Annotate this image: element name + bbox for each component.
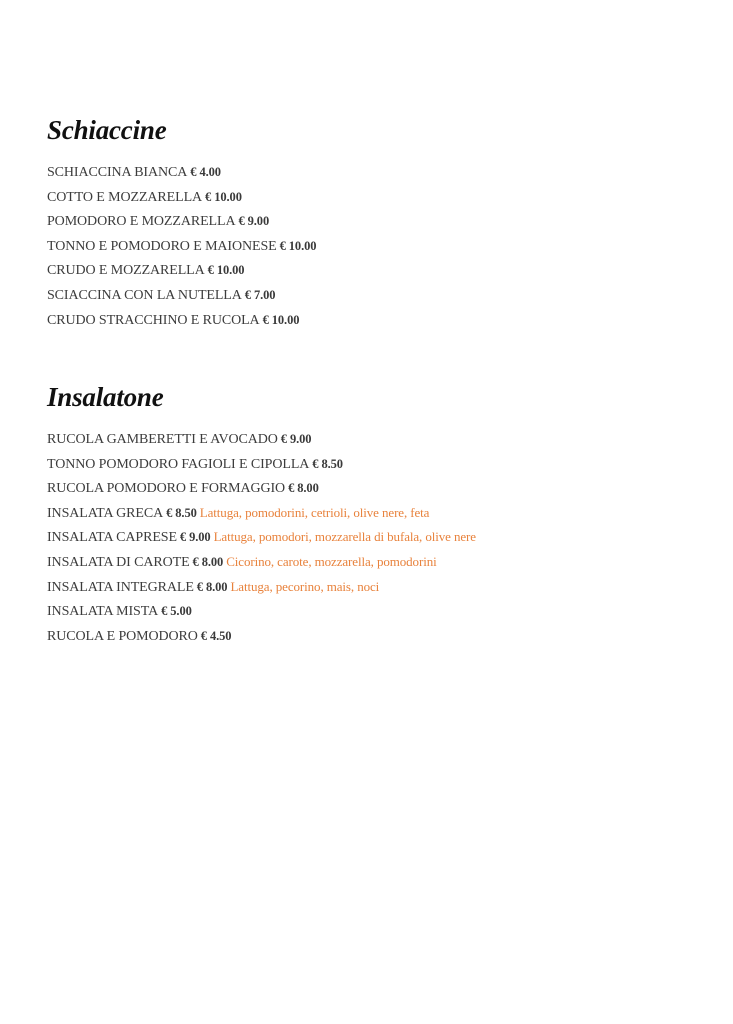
item-name: INSALATA CAPRESE xyxy=(47,530,177,546)
menu-item xyxy=(47,452,707,477)
item-price: € 9.00 xyxy=(238,214,270,229)
item-name: CRUDO STRACCHINO E RUCOLA xyxy=(47,312,260,328)
section-insalatone xyxy=(47,379,707,648)
section-title: Insalatone xyxy=(47,382,164,412)
section-title: Schiaccine xyxy=(47,115,167,145)
item-price: € 8.50 xyxy=(312,456,343,471)
item-name: COTTO E MOZZARELLA xyxy=(47,189,203,205)
item-name: INSALATA INTEGRALE xyxy=(47,579,194,595)
section-schiaccine xyxy=(47,112,707,332)
menu-item xyxy=(47,160,707,185)
item-list xyxy=(47,160,707,332)
item-description: Lattuga, pomodorini, cetrioli, olive nere, feta xyxy=(199,504,430,520)
menu-item xyxy=(47,258,707,283)
item-price: € 8.00 xyxy=(288,481,319,496)
menu-item xyxy=(47,501,707,526)
item-name: CRUDO E MOZZARELLA xyxy=(47,263,205,279)
menu-item xyxy=(47,283,707,308)
item-name: INSALATA MISTA xyxy=(47,604,159,620)
item-price: € 5.00 xyxy=(161,604,192,619)
menu-item xyxy=(47,308,707,333)
item-price: € 7.00 xyxy=(244,287,276,302)
menu-item xyxy=(47,575,707,600)
menu-item xyxy=(47,550,707,575)
item-description: Lattuga, pomodori, mozzarella di bufala, olive nere xyxy=(213,529,476,545)
item-price: € 4.50 xyxy=(200,628,232,643)
item-name: RUCOLA E POMODORO xyxy=(47,628,198,644)
menu-item xyxy=(47,234,707,259)
item-name: INSALATA GRECA xyxy=(47,505,164,521)
item-name: TONNO POMODORO FAGIOLI E CIPOLLA xyxy=(47,456,310,472)
menu-item xyxy=(47,427,707,452)
item-price: € 10.00 xyxy=(262,312,300,327)
item-name: POMODORO E MOZZARELLA xyxy=(47,214,236,230)
item-name: SCIACCINA CON LA NUTELLA xyxy=(47,287,242,303)
menu-item xyxy=(47,525,707,550)
item-price: € 9.00 xyxy=(280,432,312,446)
menu-item xyxy=(47,185,707,210)
item-price: € 9.00 xyxy=(179,530,211,545)
item-price: € 8.00 xyxy=(196,579,228,594)
item-price: € 4.00 xyxy=(190,165,221,179)
item-price: € 8.00 xyxy=(192,554,224,569)
item-price: € 10.00 xyxy=(207,263,245,278)
item-description: Lattuga, pecorino, mais, noci xyxy=(230,578,380,594)
menu-item xyxy=(47,209,707,234)
item-price: € 8.50 xyxy=(166,505,197,520)
item-description: Cicorino, carote, mozzarella, pomodorini xyxy=(226,553,437,569)
item-name: SCHIACCINA BIANCA xyxy=(47,165,188,180)
menu-item xyxy=(47,599,707,624)
item-name: TONNO E POMODORO E MAIONESE xyxy=(47,238,277,254)
item-name: INSALATA DI CAROTE xyxy=(47,554,190,570)
item-price: € 10.00 xyxy=(279,238,317,253)
item-price: € 10.00 xyxy=(205,189,242,204)
menu-item xyxy=(47,476,707,501)
item-name: RUCOLA GAMBERETTI E AVOCADO xyxy=(47,432,278,447)
item-list xyxy=(47,427,707,648)
item-name: RUCOLA POMODORO E FORMAGGIO xyxy=(47,481,286,497)
menu-item xyxy=(47,624,707,649)
